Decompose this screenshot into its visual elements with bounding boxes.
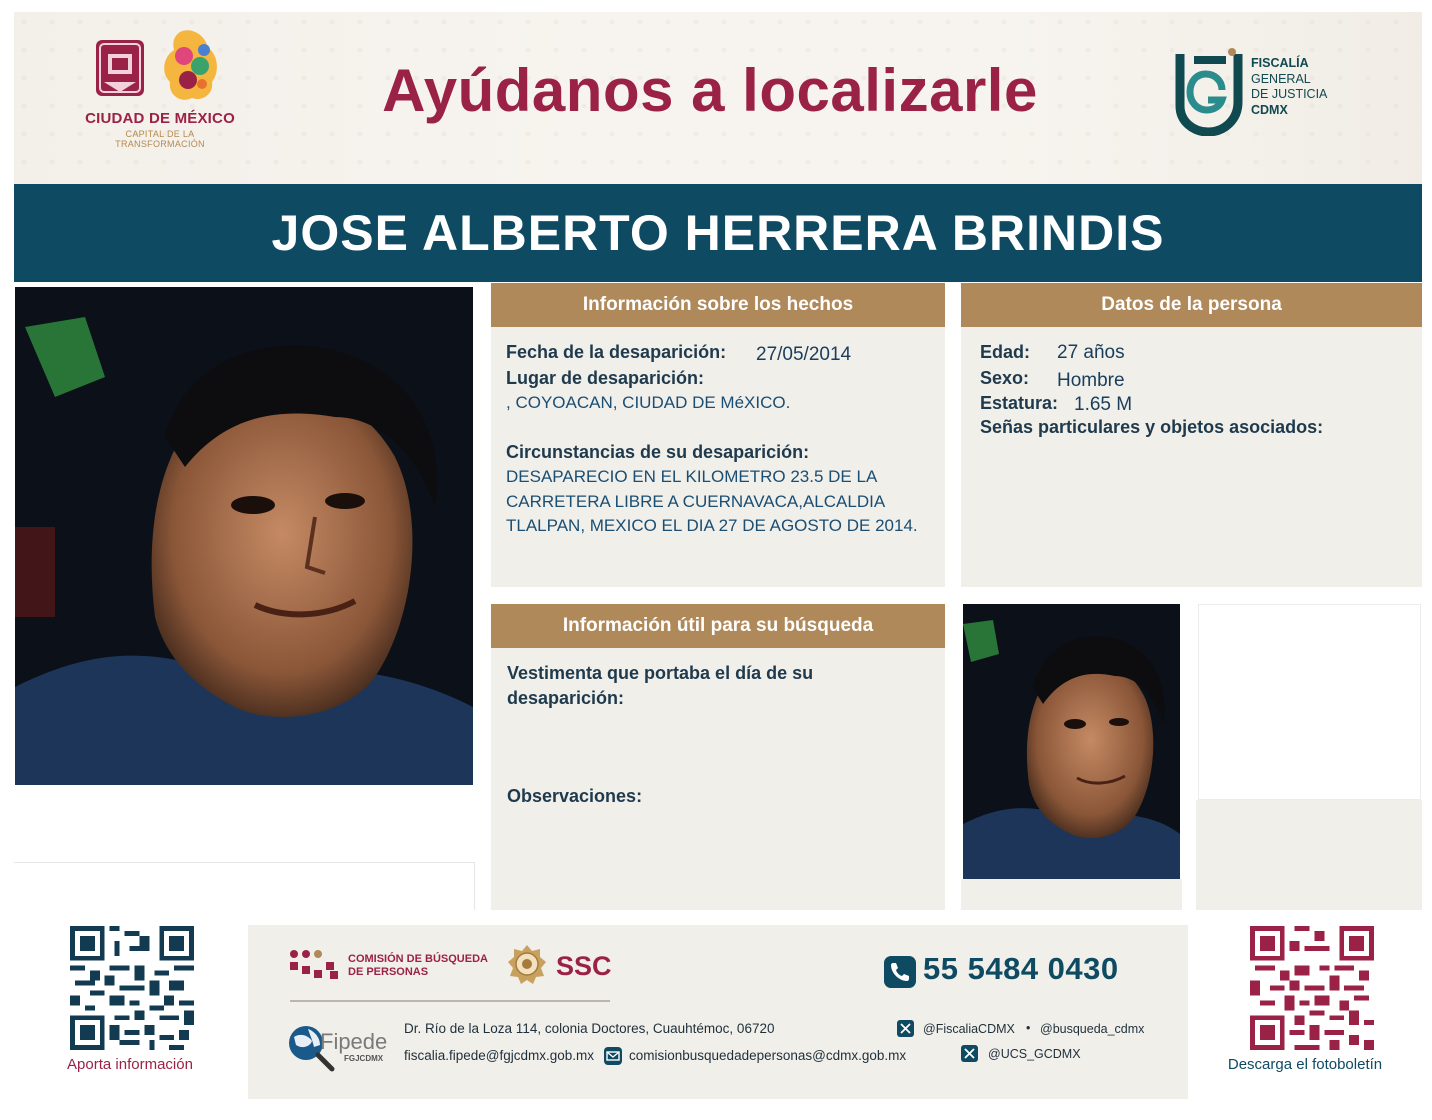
qr-code-left[interactable] bbox=[70, 926, 194, 1050]
mail-icon bbox=[604, 1047, 622, 1065]
edad-value: 27 años bbox=[1057, 342, 1125, 363]
cdmx-logo bbox=[78, 26, 238, 146]
footer-contact-band bbox=[248, 925, 1188, 1099]
fipede-name: Fipede bbox=[320, 1029, 388, 1054]
phone-icon bbox=[884, 956, 916, 988]
email-fipede[interactable]: fiscalia.fipede@fgjcdmx.gob.mx bbox=[404, 1048, 595, 1063]
lugar-label: Lugar de desaparición: bbox=[506, 368, 705, 388]
panel-datos-title: Datos de la persona bbox=[961, 283, 1422, 327]
estatura-value: 1.65 M bbox=[1074, 394, 1133, 415]
cdmx-subtitle: CAPITAL DE LA TRANSFORMACIÓN bbox=[115, 129, 205, 149]
cbp-line: COMISIÓN DE BÚSQUEDA bbox=[348, 953, 488, 965]
vestimenta-line: desaparición: bbox=[507, 688, 625, 708]
observaciones-label: Observaciones: bbox=[507, 786, 643, 806]
phone-number[interactable]: 55 5484 0430 bbox=[923, 951, 1119, 986]
vestimenta-label bbox=[507, 661, 813, 711]
email-comision[interactable]: comisionbusquedadepersonas@cdmx.gob.mx bbox=[629, 1048, 907, 1063]
lugar-value: , COYOACAN, CIUDAD DE MéXICO. bbox=[506, 393, 791, 412]
fgj-name bbox=[1251, 56, 1327, 118]
edad-label: Edad: bbox=[980, 342, 1031, 362]
thumbnail-base bbox=[961, 879, 1182, 910]
headline: Ayúdanos a localizarle bbox=[382, 57, 1038, 124]
ssc-name: SSC bbox=[556, 951, 612, 981]
person-name-bar bbox=[14, 184, 1422, 282]
x-social-icon bbox=[897, 1020, 914, 1037]
cdmx-name: CIUDAD DE MÉXICO bbox=[85, 110, 235, 127]
person-name: JOSE ALBERTO HERRERA BRINDIS bbox=[271, 205, 1165, 261]
vestimenta-line: Vestimenta que portaba el día de su bbox=[507, 663, 814, 683]
panel-busqueda-title: Información útil para su búsqueda bbox=[491, 604, 945, 648]
cbp-name bbox=[348, 953, 488, 979]
blank-box bbox=[1198, 604, 1421, 800]
cbp-logo bbox=[288, 949, 342, 981]
cbp-line: DE PERSONAS bbox=[348, 966, 429, 978]
fgj-line: CDMX bbox=[1251, 102, 1288, 117]
person-photo-drawing bbox=[15, 287, 473, 785]
sexo-value: Hombre bbox=[1057, 370, 1125, 391]
person-photo bbox=[15, 287, 473, 785]
fecha-label: Fecha de la desaparición: bbox=[506, 342, 727, 362]
senas-label: Señas particulares y objetos asociados: bbox=[980, 417, 1324, 437]
circunstancias-line: TLALPAN, MEXICO EL DIA 27 DE AGOSTO DE 2014. bbox=[506, 516, 918, 535]
fgj-line: DE JUSTICIA bbox=[1251, 87, 1328, 101]
panel-busqueda bbox=[491, 604, 945, 910]
social-fiscalia[interactable]: @FiscaliaCDMX bbox=[923, 1022, 1015, 1036]
footer-divider bbox=[290, 1000, 610, 1002]
qr-left-label: Aporta información bbox=[67, 1056, 193, 1073]
panel-hechos bbox=[491, 283, 945, 587]
fgj-line: GENERAL bbox=[1251, 71, 1311, 86]
panel-datos bbox=[961, 283, 1422, 587]
fipede-subtitle: FGJCDMX bbox=[344, 1054, 384, 1063]
x-social-icon bbox=[961, 1045, 978, 1062]
divider bbox=[14, 862, 475, 910]
blank-panel bbox=[1196, 800, 1422, 910]
fgj-logo bbox=[1166, 46, 1246, 136]
person-photo-thumbnail bbox=[963, 604, 1180, 879]
circunstancias-label: Circunstancias de su desaparición: bbox=[506, 442, 810, 462]
ssc-seal-icon bbox=[506, 943, 548, 987]
circunstancias-line: CARRETERA LIBRE A CUERNAVACA,ALCALDIA bbox=[506, 491, 886, 511]
fgj-line: FISCALÍA bbox=[1251, 56, 1309, 70]
qr-right-label: Descarga el fotoboletín bbox=[1227, 1056, 1383, 1073]
qr-code-right[interactable] bbox=[1250, 926, 1374, 1050]
social-busqueda[interactable]: @busqueda_cdmx bbox=[1040, 1022, 1145, 1036]
address: Dr. Río de la Loza 114, colonia Doctores, Cuauhtémoc, 06720 bbox=[404, 1021, 775, 1036]
panel-hechos-title: Información sobre los hechos bbox=[491, 283, 945, 327]
fecha-value: 27/05/2014 bbox=[756, 344, 852, 365]
social-ucs[interactable]: @UCS_GCDMX bbox=[988, 1047, 1081, 1061]
circunstancias-text bbox=[506, 465, 918, 539]
social-separator: • bbox=[1026, 1021, 1031, 1035]
estatura-label: Estatura: bbox=[980, 393, 1059, 413]
circunstancias-line: DESAPARECIO EN EL KILOMETRO 23.5 DE LA bbox=[506, 467, 878, 486]
person-thumbnail-drawing bbox=[963, 604, 1180, 879]
sexo-label: Sexo: bbox=[980, 368, 1030, 388]
